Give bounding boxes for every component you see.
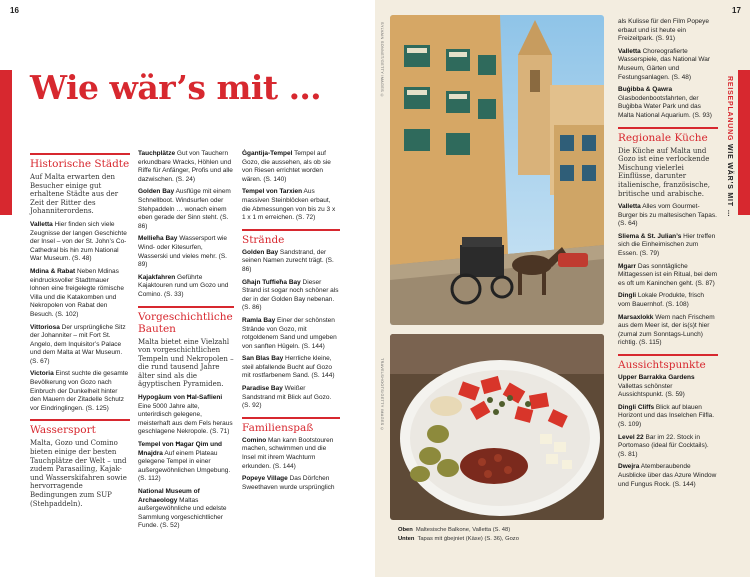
section-rule <box>30 419 130 421</box>
heading-family: Familienspaß <box>242 421 314 434</box>
entry-item <box>618 18 718 44</box>
page-number-left: 16 <box>10 6 19 15</box>
intro-prehistoric: Malta bietet eine Vielzahl von vorgeschichtlichen Tempeln und Nekropolen – die rund tausend Jahre älter sind als die ägyptischen Pyramiden. <box>138 337 234 389</box>
entry-item <box>138 488 234 531</box>
entry-text: Hier finden sich viele Zeugnisse der langen Geschichte der Insel – von der St. John’s Co-Cathedral bis hin zum National War Museum. (S. 48) <box>30 220 127 263</box>
photo-valletta-illustration <box>390 15 604 325</box>
heading-beaches: Strände <box>242 233 285 246</box>
entry-text: Atemberaubende Ausblicke über das Azure Window und Fungus Rock. (S. 144) <box>618 463 717 488</box>
entry-name: Mellieħa Bay <box>138 235 178 243</box>
intro-cuisine: Die Küche auf Malta und Gozo ist eine verlockende Mischung vielerlei Einflüsse, darunter italienische, französische, britische und arabische. <box>618 146 710 198</box>
entry-text: Wassersport wie Wind- oder Kitesurfen, Wasserski und vieles mehr. (S. 89) <box>138 235 227 269</box>
entry-name: Ramla Bay <box>242 316 276 324</box>
entry-name: Sliema & St. Julian’s <box>618 232 682 240</box>
entries-family <box>242 437 340 493</box>
section-rule <box>618 127 718 129</box>
entry-item <box>138 188 234 231</box>
page-number-right: 17 <box>732 6 741 15</box>
entry-item <box>618 233 718 259</box>
entries-beaches <box>242 249 340 411</box>
entry-name: Tempel von Ħagar Qim und Mnajdra <box>138 441 223 457</box>
entry-item <box>618 203 718 229</box>
entry-item <box>618 48 718 82</box>
section-rule <box>30 153 130 155</box>
edge-thumb-tab-left <box>0 70 12 215</box>
entry-name: Upper Barrakka Gardens <box>618 374 695 381</box>
entry-item <box>618 314 718 348</box>
caption-label-top: Oben <box>398 527 413 533</box>
heading-prehistoric: Vorgeschichtliche Bauten <box>138 310 233 335</box>
entry-text: als Kulisse für den Film Popeye erbaut und ist heute ein Freizeitpark. (S. 91) <box>618 18 710 43</box>
entry-item <box>138 394 234 437</box>
entry-item <box>30 268 130 320</box>
entry-item <box>242 355 340 381</box>
entry-name: Vittoriosa <box>30 323 60 331</box>
edge-thumb-tab-right <box>738 70 750 215</box>
entry-text: Das Dörfchen Sweethaven wurde ursprünglich <box>242 475 335 491</box>
entry-text: Blick auf blauen Horizont und das Inselchen Filfla. (S. 109) <box>618 403 715 428</box>
caption-text-bottom: Tapas mit ġbejniet (Käse) (S. 36), Gozo <box>417 536 519 542</box>
entry-item <box>138 150 234 184</box>
entries-family-continued <box>618 18 718 121</box>
entry-text: Der ursprüngliche Sitz der Johanniter – mit Fort St. Angelo, dem Inquisitor’s Palace und dem Malta at War Museum. (S. 67) <box>30 323 126 365</box>
entry-text: Das sonntägliche Mittagessen ist ein Ritual, bei dem es oft um Kaninchen geht. (S. 87) <box>618 262 717 287</box>
entry-name: Buġibba & Qawra <box>618 86 673 94</box>
entry-name: Marsaxlokk <box>618 313 654 321</box>
entries-viewpoints <box>618 374 718 489</box>
caption-label-bottom: Unten <box>398 536 415 542</box>
caption-top <box>398 526 510 535</box>
entry-item <box>242 385 340 411</box>
entries-watersport <box>138 150 234 300</box>
column-3 <box>242 150 340 496</box>
entry-item <box>618 374 718 400</box>
entries-prehistoric <box>138 394 234 531</box>
entry-item <box>242 249 340 275</box>
entry-name: Tempel von Tarxien <box>242 188 303 196</box>
entry-text: Einer der schönsten Strände von Gozo, mit rotgoldenem Sand und umgeben von sanften Hügeln. (S. 144) <box>242 316 337 350</box>
entry-item <box>242 150 340 184</box>
photo-credit-top: SYLVAIN SONNET/GETTY IMAGES © <box>380 22 384 98</box>
entry-item <box>618 434 718 460</box>
entry-text: Maltas außergewöhnliche und edelste Sammlung vorgeschichtlicher Funde. (S. 52) <box>138 496 227 530</box>
entry-text: Auf einem Plateau gelegene Tempel in einer außergewöhnlichen Umgebung. (S. 112) <box>138 449 231 483</box>
entry-text: Eine 5000 Jahre alte, unterirdisch gelegene, meisterhaft aus dem Fels heraus geschlagene Nekropole. (S. 71) <box>138 402 233 436</box>
entry-name: National Museum of Archaeology <box>138 488 200 504</box>
entry-text: Lokale Produkte, frisch vom Bauernhof. (S. 108) <box>618 292 704 309</box>
entry-name: Valletta <box>30 220 53 228</box>
entry-item <box>242 437 340 471</box>
entry-name: Għajn Tuffieħa Bay <box>242 278 301 286</box>
entry-text: Vallettas schönster Aussichtspunkt. (S. 59) <box>618 382 685 399</box>
entry-item <box>138 441 234 484</box>
photo-credit-bottom: TRAVELSHOOTS/GETTY IMAGES © <box>380 358 384 432</box>
entry-name: Kajakfahren <box>138 273 176 281</box>
entry-item <box>618 463 718 489</box>
entry-name: Dwejra <box>618 463 640 471</box>
section-label-main: REISEPLANUNG <box>726 76 733 142</box>
entry-text: Einst suchte die gesamte Bevölkerung von Gozo nach Einbruch der Dunkelheit hinter den Mauern der Zitadelle Schutz vor Eindringlingen. (S. 125) <box>30 370 129 412</box>
entry-item <box>242 475 340 492</box>
entry-name: Dingli <box>618 292 637 300</box>
entry-text: Hier treffen sich die Einheimischen zum Essen. (S. 79) <box>618 232 716 258</box>
entry-name: Mgarr <box>618 262 637 270</box>
entry-text: Glasbodenbootsfahrten, der Buġibba Water Park und das Malta National Aquarium. (S. 93) <box>618 94 712 119</box>
entry-text: Bar im 22. Stock in Portomaso (ideal für Cocktails). (S. 81) <box>618 433 709 458</box>
entry-item <box>618 404 718 430</box>
section-rule <box>242 229 340 231</box>
entry-name: Ġgantija-Tempel <box>242 150 293 157</box>
photo-tapas-platter <box>390 334 604 520</box>
entry-item <box>30 370 130 413</box>
entry-item <box>618 263 718 289</box>
entry-name: Hypogäum von Ħal-Saflieni <box>138 394 223 402</box>
entries-temples <box>242 150 340 223</box>
caption-text-top: Maltesische Balkone, Valletta (S. 48) <box>415 527 511 533</box>
column-1 <box>30 153 130 513</box>
entry-name: Popeye Village <box>242 475 288 483</box>
section-rule <box>242 417 340 419</box>
entry-item <box>242 188 340 222</box>
entry-text: Wem nach Frischem aus dem Meer ist, der is(s)t hier (zumal zum Sonntags-Lunch) richtig. (S. 115) <box>618 313 715 347</box>
entry-name: Dingli Cliffs <box>618 403 655 411</box>
entry-text: Choreografierte Wasserspiele, das National War Museum, Gärten und Festungsanlagen. (S. 48) <box>618 47 710 81</box>
entries-historic <box>30 221 130 413</box>
entry-text: Alles vom Gourmet-Burger bis zu maltesischen Tapas. (S. 64) <box>618 203 717 228</box>
entry-name: Golden Bay <box>138 188 175 196</box>
entry-name: Valletta <box>618 47 641 55</box>
entry-text: Man kann Bootstouren machen, schwimmen und die Insel mit ihrem Wachturm erkunden. (S. 144) <box>242 436 334 470</box>
entry-item <box>618 292 718 309</box>
entry-name: Level 22 <box>618 433 644 441</box>
entry-text: Gut von Tauchern erkundbare Wracks, Höhlen und Riffe für Anfänger, Profis und alle dazwischen. (S. 24) <box>138 150 233 183</box>
column-4 <box>618 18 718 493</box>
entry-name: Victoria <box>30 370 54 378</box>
entry-text: Aus massiven Steinblöcken erbaut, die Abmessungen von bis zu 3 x 1 x 1 m erreichen. (S. 72) <box>242 188 336 222</box>
entry-item <box>242 279 340 313</box>
entry-text: Geführte Kajaktouren rund um Gozo und Comino. (S. 33) <box>138 273 229 298</box>
entry-item <box>242 317 340 351</box>
entry-name: Paradise Bay <box>242 385 283 393</box>
photo-tapas-illustration <box>390 334 604 520</box>
caption-bottom <box>398 535 519 544</box>
entry-name: San Blas Bay <box>242 355 284 363</box>
section-label-vertical <box>726 76 733 217</box>
column-2 <box>138 150 234 535</box>
entry-text: Herrliche kleine, steil abfallende Bucht auf Gozo mit rostfarbenem Sand. (S. 144) <box>242 355 335 380</box>
heading-historic-cities: Historische Städte <box>30 158 130 170</box>
section-rule <box>618 354 718 356</box>
entry-text: Tempel auf Gozo, die aussehen, als ob sie von Riesen errichtet worden wären. (S. 140) <box>242 150 331 183</box>
entry-item <box>138 274 234 300</box>
entry-text: Ausflüge mit einem Schnellboot. Windsurfen oder Stehpaddeln … wonach einem eben gerade der Sinn steht. (S. 86) <box>138 188 231 230</box>
entry-text: Dieser Strand ist sogar noch schöner als der in der Golden Bay nebenan. (S. 86) <box>242 278 339 312</box>
entry-item <box>618 86 718 120</box>
entries-cuisine <box>618 203 718 348</box>
heading-watersport: Wassersport <box>30 424 96 437</box>
heading-cuisine: Regionale Küche <box>618 131 708 144</box>
intro-historic: Auf Malta erwarten den Besucher einige gut erhaltene Städte aus der Zeit der Ritter des Johanniterordens. <box>30 173 119 216</box>
entry-item <box>30 324 130 367</box>
entry-text: Weißer Sandstrand mit Blick auf Gozo. (S. 92) <box>242 385 332 410</box>
entry-name: Comino <box>242 436 267 444</box>
entry-item <box>30 221 130 264</box>
entry-name: Tauchplätze <box>138 150 176 157</box>
entry-name: Golden Bay <box>242 248 279 256</box>
page-headline: Wie wär’s mit … <box>30 68 322 107</box>
intro-watersport: Malta, Gozo und Comino bieten einige der besten Tauchplätze der Welt – und zudem Parasailing, Kajak- und Wasserskifahren sowie hervorragende Bedingungen zum SUP (Stehpaddeln). <box>30 439 127 508</box>
section-label-sub: WIE WÄR’S MIT … <box>726 143 733 218</box>
entry-text: Sandstrand, der seinen Namen zurecht trägt. (S. 86) <box>242 248 334 273</box>
entry-text: Neben Mdinas eindrucksvoller Stadtmauer lohnen eine freigelegte römische Villa und die Katakomben und Nekropolen von Rabat den Besuch. (S. 102) <box>30 267 124 318</box>
entry-item <box>138 235 234 269</box>
photo-valletta-balconies <box>390 15 604 325</box>
section-rule <box>138 306 234 308</box>
entry-name: Mdina & Rabat <box>30 267 76 275</box>
entry-name: Valletta <box>618 203 641 211</box>
heading-viewpoints: Aussichtspunkte <box>618 359 706 371</box>
